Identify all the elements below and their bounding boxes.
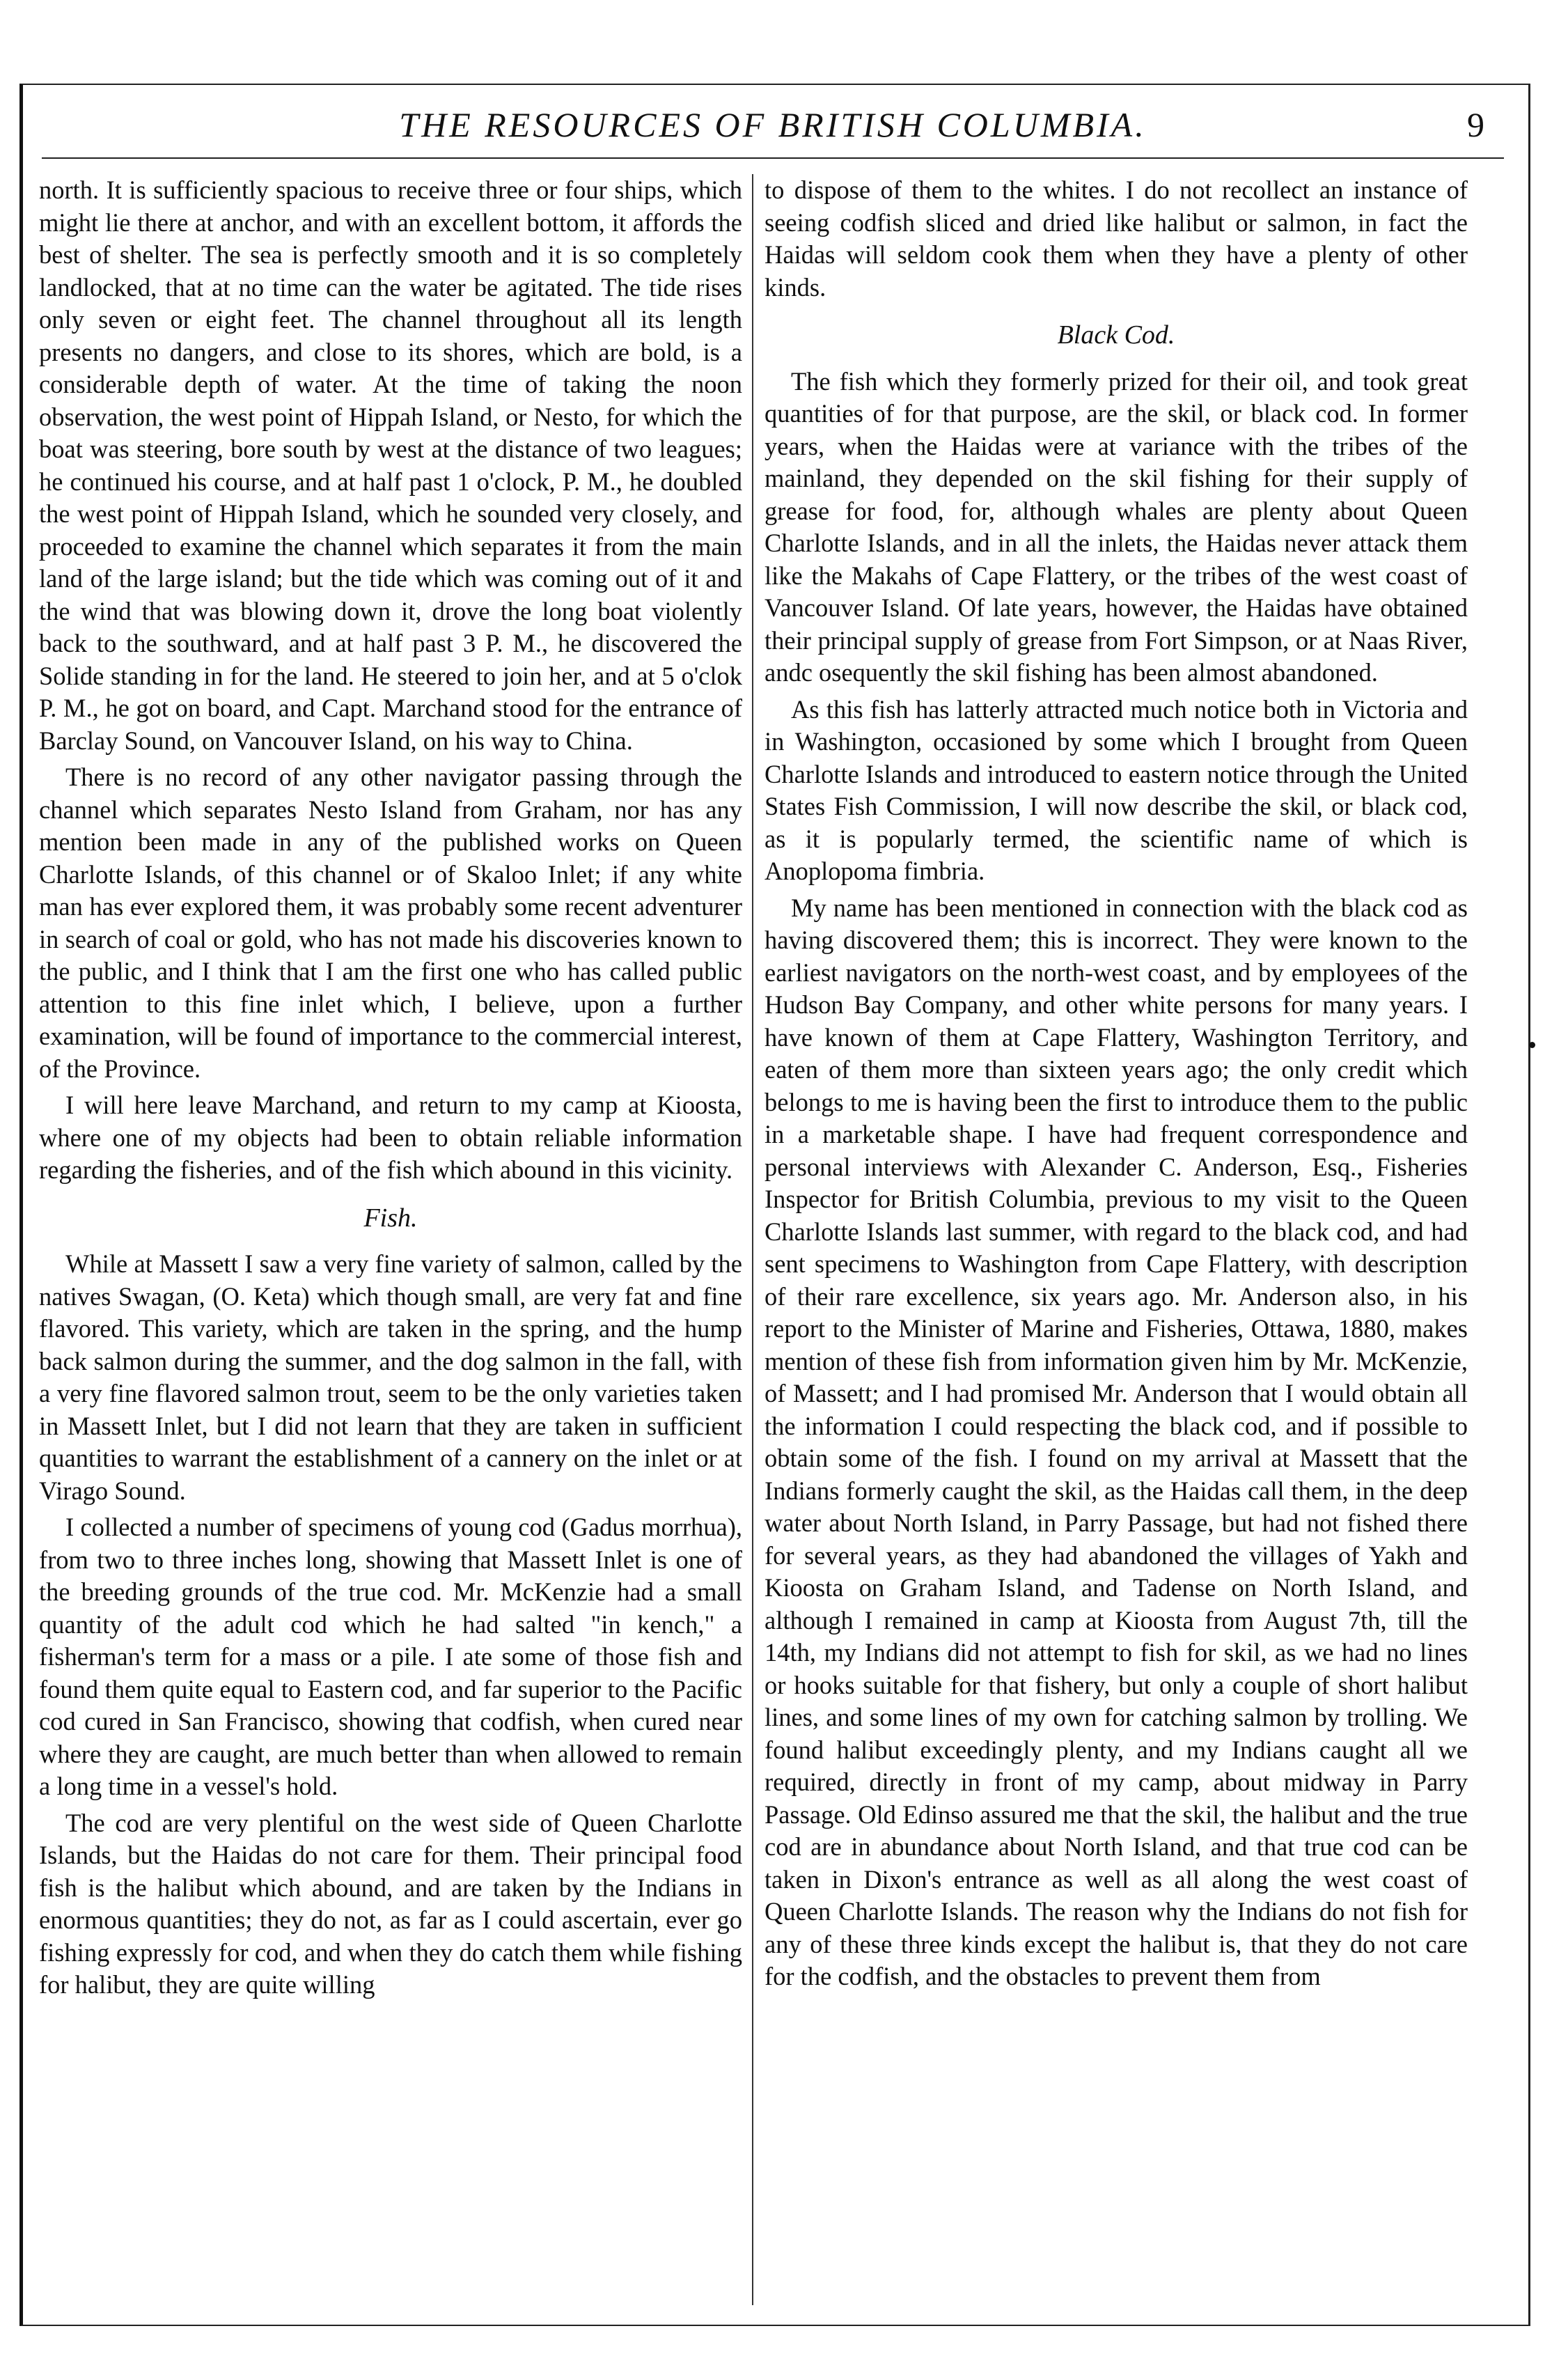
paragraph: My name has been mentioned in connection with the black cod as having discovered them; this is incorrect. They were known to the earliest navigators on the north-west coast, and by employees of the Hudson Bay Company, and other white persons for many years. I have known of them at Cape Flattery, Washington Territory, and eaten of them more than sixteen years ago; the only credit which belongs to me is having been the first to introduce them to the public in a marketable shape. I have had frequent correspondence and personal interviews with Alexander C. Anderson, Esq., Fisheries Inspector for British Columbia, previous to my visit to the Queen Charlotte Islands last summer, with regard to the black cod, and had sent specimens to Washington from Cape Flattery, with description of their rare excellence, six years ago. Mr. Anderson also, in his report to the Minister of Marine and Fisheries, Ottawa, 1880, makes mention of these fish from information given him by Mr. McKenzie, of Massett; and I had promised Mr. Anderson that I would obtain all the information I could respecting the black cod, and if possible to obtain some of the fish. I found on my arrival at Massett that the Indians formerly caught the skil, as the Haidas call them, in the deep water about North Island, in Parry Passage, but had not fished there for several years, as they had abandoned the villages of Yakh and Kioosta on Graham Island, and Tadense on North Island, and although I remained in camp at Kioosta from August 7th, till the 14th, my Indians did not attempt to fish for skil, as we had no lines or hooks suitable for that fishery, but only a couple of short halibut lines, and some lines of my own for catching salmon by trolling. We found halibut exceedingly plenty, and my Indians caught all we required, directly in front of my camp, about midway in Parry Passage. Old Edinso assured me that the skil, the halibut and the true cod are in abundance about North Island, and that true cod can be taken in Dixon's entrance as well as all along the west coast of Queen Charlotte Islands. The reason why the Indians do not fish for any of these three kinds except the halibut is, that they do not care for the codfish, and the obstacles to prevent them from <box>765 893 1468 1990</box>
section-heading-fish: Fish. <box>363 1203 418 1233</box>
page-title: THE RESOURCES OF BRITISH COLUMBIA. <box>399 105 1147 144</box>
right-column <box>765 174 1468 2305</box>
page-number: 9 <box>1467 105 1484 144</box>
running-head <box>42 104 1504 153</box>
paragraph: As this fish has latterly attracted much notice both in Victoria and in Washington, occasioned by some which I brought from Queen Charlotte Islands and introduced to eastern notice through the United States Fish Commission, I will now describe the skil, or black cod, as it is popularly termed, the scientific name of which is Anoplopoma fimbria. <box>765 694 1468 885</box>
ink-dot <box>1529 1042 1535 1048</box>
header-rule <box>42 157 1504 159</box>
paragraph: While at Massett I saw a very fine variety of salmon, called by the natives Swagan, (O. Keta) which though small, are very fat and fine flavored. This variety, which are taken in the spring, and the hump back salmon during the summer, and the dog salmon in the fall, with a very fine flavored salmon trout, seem to be the only varieties taken in Massett Inlet, but I did not learn that they are taken in sufficient quantities to warrant the establishment of a cannery on the inlet or at Virago Sound. <box>39 1249 742 1505</box>
paragraph: north. It is sufficiently spacious to receive three or four ships, which might lie there at anchor, and with an excellent bottom, it affords the best of shelter. The sea is perfectly smooth and it is so completely landlocked, that at no time can the water be agitated. The tide rises only seven or eight feet. The channel throughout all its length presents no dangers, and close to its shores, which are bold, is a considerable depth of water. At the time of taking the noon observation, the west point of Hippah Island, or Nesto, for which the boat was steering, bore south by west at the distance of two leagues; he continued his course, and at half past 1 o'clock, P. M., he doubled the west point of Hippah Island, which he sounded very closely, and proceeded to examine the channel which separates it from the main land of the large island; but the tide which was coming out of it and the wind that was blowing down it, drove the long boat violently back to the southward, and at half past 3 P. M., he discovered the Solide standing in for the land. He steered to join her, and at 5 o'clok P. M., he got on board, and Capt. Marchand stood for the entrance of Barclay Sound, on Vancouver Island, on his way to China. <box>39 175 742 755</box>
left-column <box>39 174 742 2305</box>
paragraph: I will here leave Marchand, and return to my camp at Kioosta, where one of my objects had been to obtain reliable information regarding the fisheries, and of the fish which abound in this vicinity. <box>39 1091 742 1184</box>
paragraph: to dispose of them to the whites. I do not recollect an instance of seeing codfish sliced and dried like halibut or salmon, in fact the Haidas will seldom cook them when they have a plenty of other kinds. <box>765 175 1468 302</box>
paragraph: There is no record of any other navigator passing through the channel which separates Nesto Island from Graham, nor has any mention been made in any of the published works on Queen Charlotte Islands, of this channel or of Skaloo Inlet; if any white man has ever explored them, it was probably some recent adventurer in search of coal or gold, who has not made his discoveries known to the public, and I think that I am the first one who has called public attention to this fine inlet which, I believe, upon a further examination, will be found of importance to the commercial interest, of the Province. <box>39 763 742 1083</box>
column-divider <box>752 174 753 2305</box>
paragraph: The cod are very plentiful on the west side of Queen Charlotte Islands, but the Haidas do not care for them. Their principal food fish is the halibut which abound, and are taken by the Indians in enormous quantities; they do not, as far as I could ascertain, ever go fishing expressly for cod, and when they do catch them while fishing for halibut, they are quite willing <box>39 1808 742 1999</box>
paragraph: The fish which they formerly prized for their oil, and took great quantities of for that purpose, are the skil, or black cod. In former years, when the Haidas were at variance with the tribes of the mainland, they depended on the skil fishing for their supply of grease for food, for, although whales are plenty about Queen Charlotte Islands, and in all the inlets, the Haidas never attack them like the Makahs of Cape Flattery, or the tribes of the west coast of Vancouver Island. Of late years, however, the Haidas have obtained their principal supply of grease from Fort Simpson, or at Naas River, andc osequently the skil fishing has been almost abandoned. <box>765 366 1468 687</box>
paragraph: I collected a number of specimens of young cod (Gadus morrhua), from two to three inches long, showing that Massett Inlet is one of the breeding grounds of the true cod. Mr. McKenzie had a small quantity of the adult cod which he had salted "in kench," a fisherman's term for a mass or a pile. I ate some of those fish and found them quite equal to Eastern cod, and far superior to the Pacific cod cured in San Francisco, showing that codfish, when cured near where they are caught, are much better than when allowed to remain a long time in a vessel's hold. <box>39 1513 742 1800</box>
section-heading-black-cod: Black Cod. <box>1057 320 1175 350</box>
